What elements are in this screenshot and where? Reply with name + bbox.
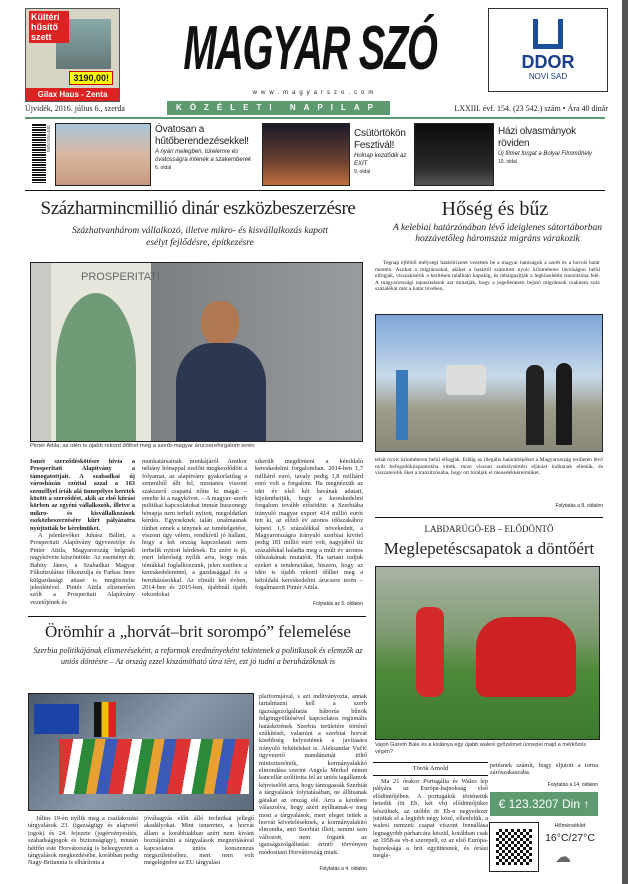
- lead-col-3: sikerült megdönteni a kétoldalú kereskedelmi forgalomban. 2014-ben 1,7 milliárd euró, tavaly pedig 1,8 milliárd euró volt a forgalom. Ha megnézzük az idei év első két havának adatait, kijelenthetjük, hogy a kereskedelmi forgalom tovább erősödött: a Szerbiába irányuló magyar export 414 millió eurót tett ki, az előző év azonos időszakához képest 1,5 százalékkal növekedett, a Magyarországra irányuló szerbiai kivitel pedig 181 millió euró volt, nagyjából tíz százalékkal haladta meg a múlt év azonos időszakának mutatóit. Ha tartani tudjuk ezeket a tendenciákat, hiszem, hogy az idén is újabb rekord dőlhet meg a kétoldalú kereskedelmi árucsere terén – fogalmazott Pintér Attila.: [255, 458, 363, 591]
- lead-col-1: [30, 458, 135, 608]
- photo-banner: PROSPERITATI: [81, 271, 161, 283]
- teaser-sub: Új filmet forgat a Bolyai Filmműhely: [498, 151, 593, 157]
- ddor-logo-icon: [533, 19, 563, 49]
- lead-continued[interactable]: Folytatás az 5. oldalon: [312, 601, 363, 607]
- teaser-1[interactable]: [155, 124, 260, 172]
- divider: [373, 775, 488, 776]
- eu-headline[interactable]: Örömhír a „horvát–brit sorompó” felemelése: [45, 622, 351, 641]
- tagline: KÖZÉLETI NAPILAP: [167, 101, 390, 115]
- football-text-1: [373, 778, 488, 873]
- qr-code[interactable]: [489, 822, 539, 872]
- divider: [375, 517, 603, 518]
- qr-icon: [496, 829, 532, 865]
- teaser-sub: Holnap kezdődik az EXIT: [354, 153, 407, 167]
- teaser-title: Óvatosan a hűtőberendezésekkel!: [155, 124, 249, 147]
- eu-col-3: platformjával, s azt indítványozta, annak tartalmazni kell a szerb igazságszolgáltatás háborús bűnök felgöngyölítésével kapcsolatos regionális hatáskörének Szerbia területére történő szűkítését, valamint a szerbiai horvát kisebbség helyzetének a javítására irányuló feltételeket is. Aleksandar Vučić ügyvezető mandátumát töltő miniszterelnök, kormányalakító elmondása szerint Angela Merkel német kancellár szólította fel az uniós tagállamok képviselőit arra, hogy támogassák Szerbiát a tárgyalások folytatásában, ne állítsanak gátakat az ország elé. Arra a kérdésre válaszolva, hogy azért nyílhatnak-e meg most a tárgyalások, mert eleget tettek a horvát követeléseknek, a kormányalakító elmondta, ami Szerbiát illeti, semmi sem változott, nem fogunk az igazságszolgáltatást érintő törvényen módosítani Horvátország miatt.: [259, 693, 367, 856]
- cloud-sun-rain-icon: ☁: [555, 849, 571, 866]
- lead-caption: Pintér Attila: az idén is újabb rekord dőlhet meg a szerb-magyar árucsereforgalom terén: [30, 443, 255, 449]
- lead-intro: Ismét szerződéskötésre hívta a Prosperitati Alapítvány a támogatottjait. A szabadkai új városházán ezúttal azzal a 163 személlyel írták alá ünnepélyes keretek között a szerződést, akik az első kiírási körben az egyéni vállalkozók, illetve a mikro- és kisvállalkozások eszközbeszerzésére kiírt pályázatra nyújtották be kérelmüket.: [30, 458, 135, 532]
- lead-col-2: munkatársainak munkájáról. Amikor néhány hónappal ezelőtt megkezdődött a folyamat, az alapítvány gyakorlatilag a semmiből állt fel, mostanra viszont szakszerű csapattá nőtte ki magát – emelte ki a nagykövet. – A magyar–szerb politikai kapcsolatokat immár huszonegy hónapja nem terheli nyitott, megoldatlan kérdés. Egyeseknek talán unalmasnak tűnhet ennek a ténynek az ismételgetése, viszont úgy vélem, rendkívül jó hallani, hogy a két ország kapcsolatait nem terhelik nyitott kérdések. Ez azért is jó, mert lehetőség nyílik arra, hogy más témákkal foglalkozzunk, jelen esetben a kereskedelemmel, a gazdasággal és a beruházásokkal. Az elmúlt két évben, 2014-ben és 2015-ben, újabbnál újabb rekordokat: [142, 458, 247, 599]
- teaser-page: 6. oldal: [155, 165, 172, 171]
- lead-text: A jelenlevőket Juhász Bálint, a Prosperitati Alapítvány ügyvezetője és Pintér Attila, Magyarország belgrádi nagykövete köszöntötte. Az eseményt dr. Babity János, a Szabadkai Magyar Főkonzulátus főkonzulja és Farkas Imre külgazdasági attasé is megtisztelte jelenlétével. Pintér Attila elismerően szólt a Prosperitati Alapítvány vezetőjének és: [30, 532, 135, 606]
- lead-subtitle: Százhatvanhárom vállalkozó, illetve mikro- és kisvállalkozás kapott esélyt fejlődésre, építkezésre: [71, 226, 329, 248]
- eu-col-1: [28, 815, 138, 875]
- migrants-continued[interactable]: Folytatás a 8. oldalon: [555, 503, 603, 509]
- divider: [28, 616, 366, 617]
- migrants-paragraph: Tegnap éjféltől mélységi határőrizetet vezettek be a magyar hatóságok a szerb és a horvát határ mentén. Azokat a migránsokat, akiket a határtól számított nyolc kilométeres távolságon belül elfogják, visszakísérik a kerítésen található kapukig, és útbaigazítják a legközelebbi tranzitzóna felé. A magyarországi tapasztalatok azt mutatják, hogy a jogellenesen bejutó migránsok csaknem száz százalékát már a határ tövében,: [375, 260, 600, 293]
- football-headline[interactable]: Meglepetéscsapatok a döntőért: [383, 539, 595, 558]
- temperature: 16°C/27°C: [545, 832, 595, 844]
- weather-label: Hőmérséklet: [554, 823, 586, 829]
- eu-subtitle: Szerbia politikájának elismeréseként, a reformok eredményeként tekintenek a politikusok és elemzők az uniós döntésre – Az ország ezzel kiszámítható útra tért, ezt jó tudni a beruházóknak is: [33, 646, 363, 666]
- eu-photo-flags[interactable]: [28, 693, 254, 811]
- eu-col-2: jóváhagyás előtt álló technikai jellegű akadályokat. Mint ismeretes, a horvát állam a korábbiakban azért nem kívánt hozzájárulni a tárgyalások megnyitásával kapcsolatos uniós konszenzus megszületéséhez, mert nem volt megelégedve az EU tárgyalási: [144, 815, 254, 867]
- ad-brand: DDOR: [521, 52, 575, 72]
- teaser-3[interactable]: [498, 126, 603, 166]
- page-edge: [622, 0, 628, 884]
- teaser-title: Házi olvasmányok röviden: [498, 126, 576, 149]
- teaser-photo-beach[interactable]: [55, 123, 151, 186]
- football-paragraph: Ma 21 órakor Portugália és Wales lép pályára az Európa-bajnokság első elődöntőjében. A portugálok történetük hetedik (öt Eb, két vb) elődöntőjükre készülnek, az utóbbi öt Eb-n negyedszer jutottak el a legjobb négy közé, ellenfelük, a walesi nemzeti csapat viszont fennállása legnagyobb párharcára készül, korábban csak az 1958-as vb-n szerepelt, ez az első Európa-bajnoksága a brit együttesnek, és óriási megle-: [373, 778, 488, 860]
- ad-price: 3190,00!: [69, 71, 113, 85]
- teaser-photo-stage[interactable]: [262, 123, 350, 186]
- lead-photo[interactable]: [30, 262, 363, 442]
- teaser-title: Csütörtökön Fesztivál!: [354, 128, 406, 151]
- football-kicker: LABDARÚGÓ-EB – ELŐDÖNTŐ: [424, 524, 554, 534]
- migrants-headline[interactable]: Hőség és bűz: [441, 198, 549, 220]
- ad-title: Kültéri hűsítő szett: [29, 11, 69, 43]
- ad-city: NOVI SAD: [528, 72, 568, 81]
- masthead-url[interactable]: www.magyarszo.com: [252, 90, 378, 96]
- teaser-page: 9. oldal: [354, 169, 371, 175]
- eu-paragraph: Július 19-én nyílik meg a csatlakozási tárgyalások 23. (igazságügy és alapvető jogok) és 24. fejezete (jogérvényesítés, szabadságjogok és biztonságügy), miután hétfőn este Horvátország is beleegyezett a tárgyalások megkezdésébe, korábban pedig Nagy-Britannia is elhárította a: [28, 815, 138, 867]
- teaser-2[interactable]: [354, 128, 412, 176]
- migrants-photo[interactable]: [375, 314, 603, 452]
- eu-continued[interactable]: Folytatás a 4. oldalon: [319, 866, 367, 872]
- ad-gilax[interactable]: [25, 8, 120, 102]
- migrants-text-1: [375, 260, 600, 310]
- teaser-page: 10. oldal: [498, 159, 517, 165]
- teaser-sub: A nyári melegben, türelemre és óvatosságra intenek a szakemberek: [155, 149, 252, 163]
- divider: [373, 762, 488, 763]
- dateline: Újvidék, 2016. július 6., szerda: [25, 104, 125, 113]
- barcode: [32, 123, 46, 183]
- issue-info: LXXIII. évf. 154. (23 542.) szám • Ára 40 dinár: [454, 104, 608, 113]
- divider: [25, 117, 605, 119]
- football-photo[interactable]: [375, 566, 600, 740]
- migrants-text-2: tehát nyolc kilométeren belül elfogják. Eddig az illegális határátlépőket a Magyarország területén lévő nyílt befogadóközpontokba vitték, most viszont szabálysértési eljárást indítanak ellenük, és visszaterelik őket a tranzitzónába, hogy ott bírálják el menedékkérelmüket.: [375, 457, 603, 477]
- teaser-photo-theatre[interactable]: [414, 123, 494, 186]
- divider: [25, 190, 605, 191]
- football-continued[interactable]: Folytatás a 14. oldalon: [547, 782, 598, 788]
- issn: ISSN 0350-4182: [46, 125, 51, 153]
- football-text-2: petésnek számít, hogy eljutott a torna zárószakaszába.: [490, 762, 598, 777]
- ad-ddor[interactable]: [488, 8, 608, 92]
- football-caption: Vajon Gareth Bale és a kislánya egy újabb walesi győzelmet ünnepel majd a mérkőzés végén?: [375, 742, 587, 755]
- ad-footer: Gilax Haus - Zenta: [26, 88, 119, 101]
- football-author: Török Arnold: [412, 765, 449, 772]
- lead-headline[interactable]: Százharmincmillió dinár eszközbeszerzésre: [40, 198, 356, 219]
- exchange-rate: € 123.3207 Din ↑: [490, 792, 598, 816]
- migrants-subtitle: A kelebiai határzónában lévő ideiglenes sátortáborban hozzávetőleg háromszáz migráns várakozik: [392, 223, 603, 244]
- masthead-logo: MAGYAR SZÓ: [183, 14, 437, 83]
